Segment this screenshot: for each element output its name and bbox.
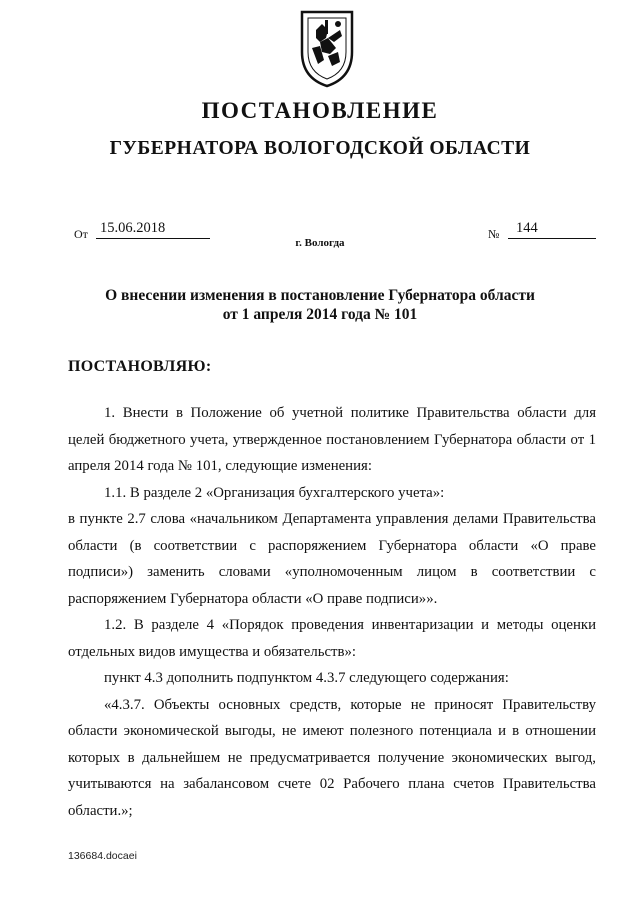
subject-line-2: от 1 апреля 2014 года № 101: [222, 306, 418, 323]
issuer-title: ГУБЕРНАТОРА ВОЛОГОДСКОЙ ОБЛАСТИ: [109, 138, 531, 159]
body-paragraph: 1.1. В разделе 2 «Организация бухгалтерского учета»:: [104, 484, 445, 501]
body-paragraph: пункт 4.3 дополнить подпунктом 4.3.7 следующего содержания:: [104, 670, 509, 686]
document-body: [68, 400, 596, 824]
document-date: 15.06.2018: [96, 220, 210, 239]
body-paragraph: в пункте 2.7 слова «начальником Департамента управления делами Правительства области (в соответствии с распоряжением Губернатора области «О праве подписи») заменить словами «уполномоченным лицом в соответствии с распоряжением Губернатора области «О праве подписи»».: [68, 511, 596, 607]
body-paragraph: «4.3.7. Объекты основных средств, которые не приносят Правительству области экономической выгоды, не имеют полезного потенциала и в отношении которых в дальнейшем не предусматривается получение экономических выгод, учитываются на забалансовом счете 02 Рабочего плана счетов Правительства области.»;: [68, 696, 596, 819]
number-label: №: [488, 227, 500, 241]
file-reference: 136684.docaei: [68, 850, 137, 862]
coat-of-arms-emblem: [298, 8, 356, 90]
body-paragraph: 1.2. В разделе 4 «Порядок проведения инвентаризации и методы оценки отдельных видов имущества и обязательств»:: [68, 617, 596, 660]
document-subject: [0, 286, 640, 324]
city-label: г. Вологда: [295, 237, 345, 249]
document-title: ПОСТАНОВЛЕНИЕ: [201, 98, 439, 123]
date-label: От: [74, 227, 88, 241]
body-paragraph: 1. Внести в Положение об учетной политике Правительства области для целей бюджетного учета, утвержденное постановлением Губернатора области от 1 апреля 2014 года № 101, следующие изменения:: [68, 405, 596, 474]
decree-heading: ПОСТАНОВЛЯЮ:: [68, 358, 212, 375]
subject-line-1: О внесении изменения в постановление Губернатора области: [105, 287, 535, 304]
document-number: 144: [508, 220, 596, 239]
